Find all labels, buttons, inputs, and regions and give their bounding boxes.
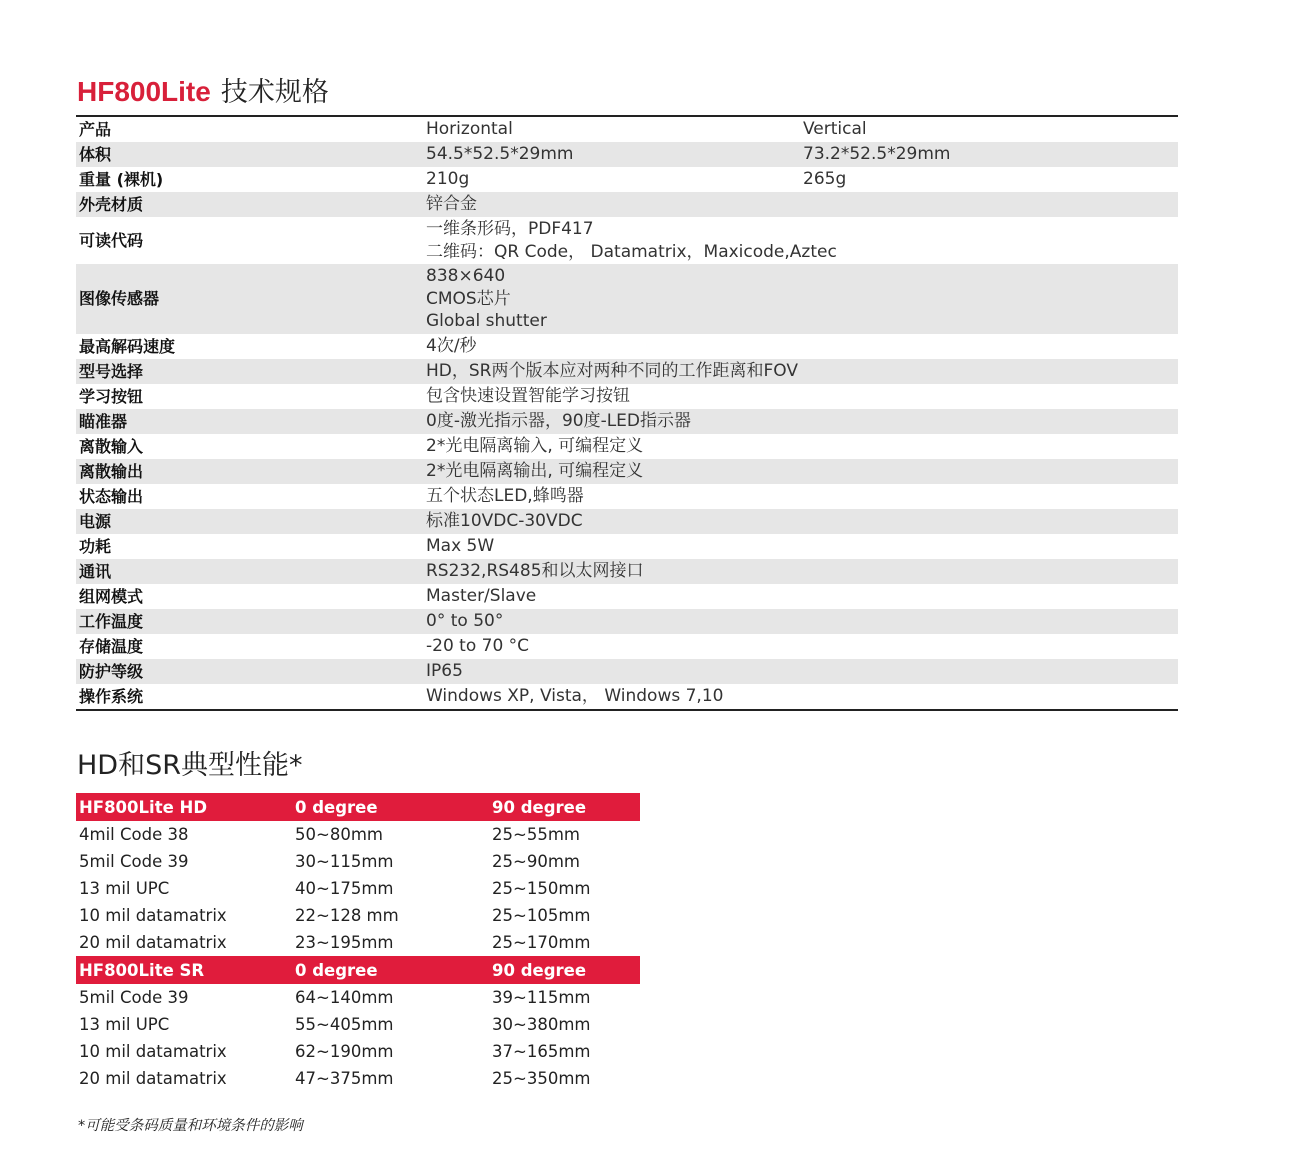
spec-value: [426, 684, 1178, 709]
performance-row: [76, 821, 640, 848]
page-title: [77, 72, 329, 112]
performance-header-cell: 90 degree: [492, 960, 587, 980]
performance-cell: 5mil Code 39: [79, 852, 189, 871]
performance-cell: 25~90mm: [492, 852, 580, 871]
spec-label: 体积: [79, 145, 112, 164]
spec-value: [426, 434, 1178, 459]
spec-value: [426, 584, 1178, 609]
spec-value: [426, 559, 1178, 584]
spec-value: [426, 359, 1178, 384]
performance-cell: 13 mil UPC: [79, 1015, 170, 1034]
performance-cell: 37~165mm: [492, 1042, 591, 1061]
spec-label: 型号选择: [79, 361, 144, 381]
spec-row: [76, 192, 1178, 217]
spec-value-line: Master/Slave: [426, 585, 537, 606]
spec-value-line: Global shutter: [426, 311, 547, 331]
spec-value-line: 73.2*52.5*29mm: [803, 144, 951, 164]
spec-value-vertical: [803, 167, 1178, 192]
performance-cell: 30~115mm: [295, 852, 394, 871]
performance-cell: 25~150mm: [492, 879, 591, 898]
spec-row: [76, 534, 1178, 559]
model-name: HF800Lite: [77, 76, 211, 107]
spec-label: 离散输入: [79, 436, 144, 456]
performance-cell: 4mil Code 38: [79, 825, 189, 844]
spec-value: [426, 659, 1178, 684]
spec-value: [426, 634, 1178, 659]
spec-value-line: CMOS芯片: [426, 288, 511, 309]
spec-value-line: 一维条形码，PDF417: [426, 219, 594, 239]
spec-row: [76, 117, 1178, 142]
spec-row: [76, 459, 1178, 484]
spec-value-line: Windows XP, Vista， Windows 7,10: [426, 685, 724, 706]
spec-value: [426, 217, 1178, 264]
performance-cell: 62~190mm: [295, 1042, 394, 1061]
spec-value: [426, 609, 1178, 634]
spec-row: [76, 684, 1178, 709]
spec-value-line: 0度-激光指示器，90度-LED指示器: [426, 410, 692, 431]
spec-value-vertical: [803, 142, 1178, 167]
performance-row: [76, 1011, 640, 1038]
spec-row: [76, 384, 1178, 409]
spec-row: [76, 167, 1178, 192]
spec-label: 重量 (裸机): [79, 170, 164, 189]
performance-cell: 64~140mm: [295, 988, 394, 1007]
performance-cell: 25~170mm: [492, 933, 591, 952]
spec-label: 离散输出: [79, 461, 144, 481]
spec-value-line: 二维码：QR Code， Datamatrix，Maxicode,Aztec: [426, 241, 837, 262]
performance-cell: 30~380mm: [492, 1015, 591, 1034]
spec-value: [426, 384, 1178, 409]
performance-row: [76, 848, 640, 875]
spec-value-line: 标准10VDC-30VDC: [426, 510, 583, 531]
spec-value-line: 0° to 50°: [426, 610, 504, 631]
spec-value-line: Horizontal: [426, 119, 513, 139]
performance-header-row: [76, 793, 640, 821]
spec-row: [76, 264, 1178, 334]
spec-value-line: 54.5*52.5*29mm: [426, 144, 574, 164]
spec-row: [76, 584, 1178, 609]
spec-row: [76, 634, 1178, 659]
spec-value: [426, 117, 803, 142]
performance-cell: 20 mil datamatrix: [79, 933, 227, 952]
performance-cell: 10 mil datamatrix: [79, 906, 227, 925]
spec-value-line: 838×640: [426, 266, 506, 286]
performance-table: [76, 793, 640, 1092]
spec-label: 操作系统: [79, 686, 144, 706]
performance-title: HD和SR典型性能*: [77, 750, 303, 781]
spec-label: 防护等级: [79, 661, 144, 681]
spec-row: [76, 334, 1178, 359]
spec-value-line: 锌合金: [426, 194, 477, 214]
spec-value-line: 210g: [426, 169, 470, 189]
spec-row: [76, 559, 1178, 584]
performance-cell: 25~55mm: [492, 825, 580, 844]
performance-cell: 22~128 mm: [295, 906, 399, 925]
spec-label: 图像传感器: [79, 289, 160, 309]
spec-label: 存储温度: [79, 636, 144, 656]
spec-label: 最高解码速度: [79, 336, 176, 356]
spec-value: [426, 459, 1178, 484]
performance-cell: 25~105mm: [492, 906, 591, 925]
performance-cell: 5mil Code 39: [79, 988, 189, 1007]
spec-value: [426, 264, 1178, 334]
spec-value: [426, 334, 1178, 359]
performance-cell: 50~80mm: [295, 825, 383, 844]
spec-row: [76, 609, 1178, 634]
spec-value-line: 包含快速设置智能学习按钮: [426, 385, 630, 406]
performance-cell: 13 mil UPC: [79, 879, 170, 898]
spec-label: 状态输出: [79, 486, 144, 506]
spec-value: [426, 142, 803, 167]
spec-value-line: Vertical: [803, 119, 867, 139]
performance-cell: 23~195mm: [295, 933, 394, 952]
spec-value-line: 五个状态LED,蜂鸣器: [426, 485, 584, 506]
performance-row: [76, 875, 640, 902]
spec-value-line: 2*光电隔离输出, 可编程定义: [426, 460, 644, 481]
spec-label: 通讯: [79, 561, 112, 581]
spec-value: [426, 409, 1178, 434]
spec-value: [426, 509, 1178, 534]
spec-value-line: HD，SR两个版本应对两种不同的工作距离和FOV: [426, 360, 798, 381]
spec-row: [76, 659, 1178, 684]
spec-label: 产品: [79, 120, 112, 139]
spec-value-line: RS232,RS485和以太网接口: [426, 560, 644, 581]
spec-label: 外壳材质: [79, 195, 144, 214]
spec-value-line: 2*光电隔离输入, 可编程定义: [426, 435, 644, 456]
footnote: *可能受条码质量和环境条件的影响: [78, 1118, 303, 1134]
spec-row: [76, 217, 1178, 264]
performance-header-row: [76, 956, 640, 984]
performance-cell: 20 mil datamatrix: [79, 1069, 227, 1088]
performance-cell: 55~405mm: [295, 1015, 394, 1034]
performance-row: [76, 902, 640, 929]
spec-value-line: 4次/秒: [426, 335, 477, 356]
performance-header-cell: 0 degree: [295, 797, 378, 817]
performance-header-cell: HF800Lite SR: [79, 960, 205, 980]
spec-row: [76, 434, 1178, 459]
spec-row: [76, 359, 1178, 384]
spec-label: 可读代码: [79, 231, 144, 250]
spec-label: 学习按钮: [79, 386, 144, 406]
performance-cell: 25~350mm: [492, 1069, 591, 1088]
performance-row: [76, 929, 640, 956]
spec-table: [76, 115, 1178, 711]
performance-cell: 40~175mm: [295, 879, 394, 898]
spec-value-line: IP65: [426, 660, 463, 681]
spec-row: [76, 509, 1178, 534]
page-subtitle: 技术规格: [220, 77, 329, 108]
spec-label: 工作温度: [79, 611, 144, 631]
spec-value: [426, 167, 803, 192]
performance-header-cell: HF800Lite HD: [79, 797, 208, 817]
performance-cell: 10 mil datamatrix: [79, 1042, 227, 1061]
spec-label: 瞄准器: [79, 411, 128, 431]
performance-row: [76, 1038, 640, 1065]
spec-row: [76, 484, 1178, 509]
spec-label: 功耗: [79, 536, 112, 556]
spec-value-line: 265g: [803, 169, 847, 189]
performance-row: [76, 984, 640, 1011]
spec-value-line: -20 to 70 °C: [426, 635, 530, 656]
spec-value: [426, 192, 1178, 217]
performance-row: [76, 1065, 640, 1092]
spec-value-line: Max 5W: [426, 535, 495, 556]
spec-row: [76, 142, 1178, 167]
performance-cell: 39~115mm: [492, 988, 591, 1007]
spec-value: [426, 484, 1178, 509]
spec-value-vertical: [803, 117, 1178, 142]
spec-label: 电源: [79, 511, 112, 531]
performance-header-cell: 90 degree: [492, 797, 587, 817]
spec-row: [76, 409, 1178, 434]
spec-label: 组网模式: [79, 586, 144, 606]
performance-header-cell: 0 degree: [295, 960, 378, 980]
spec-value: [426, 534, 1178, 559]
performance-cell: 47~375mm: [295, 1069, 394, 1088]
